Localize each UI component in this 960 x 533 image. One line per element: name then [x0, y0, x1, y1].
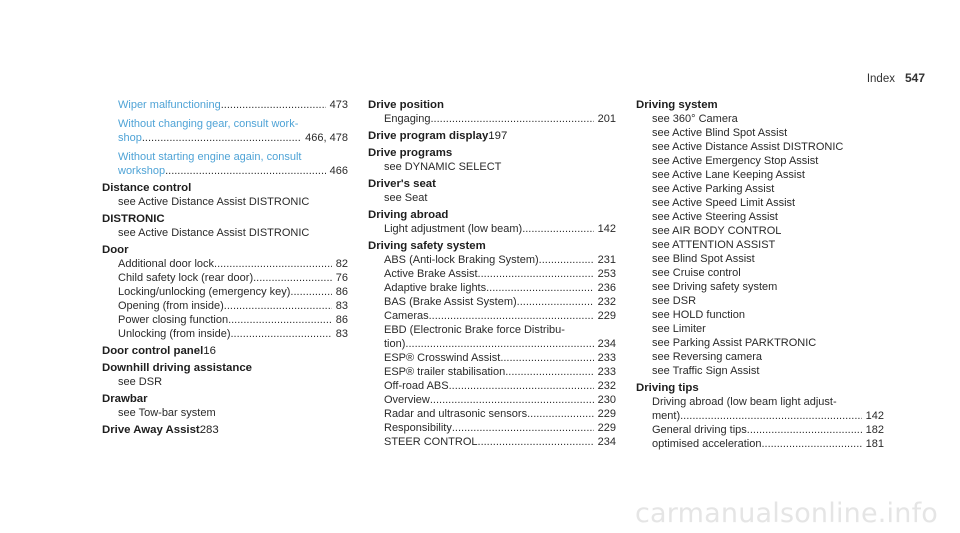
entry-text: see AIR BODY CONTROL	[652, 225, 782, 237]
page-reference: 466	[329, 165, 348, 177]
index-heading	[636, 98, 884, 112]
index-heading	[636, 381, 884, 395]
index-heading	[102, 423, 348, 437]
index-subentry	[368, 191, 616, 205]
index-heading	[102, 212, 348, 226]
index-subentry	[368, 222, 616, 236]
entry-text: Adaptive brake lights	[384, 282, 487, 294]
index-heading	[102, 243, 348, 257]
leader-dots	[253, 271, 332, 285]
entry-text: see Active Blind Spot Assist	[652, 127, 788, 139]
index-subentry	[636, 294, 884, 308]
leader-dots	[505, 365, 593, 379]
page-reference: 283	[199, 424, 219, 436]
entry-text: Driving tips	[636, 382, 699, 394]
index-link-entry[interactable]	[102, 117, 348, 131]
index-subentry	[636, 395, 884, 409]
leader-dots	[452, 421, 594, 435]
entry-text: ESP® Crosswind Assist	[384, 352, 501, 364]
index-subentry	[368, 421, 616, 435]
index-subentry	[636, 350, 884, 364]
leader-dots	[290, 285, 331, 299]
index-heading	[368, 208, 616, 222]
index-subentry	[102, 375, 348, 389]
index-subentry	[636, 210, 884, 224]
entry-text: see DSR	[118, 376, 163, 388]
leader-dots	[747, 423, 862, 437]
index-heading	[368, 177, 616, 191]
page-header	[867, 71, 925, 85]
index-subentry	[636, 168, 884, 182]
leader-dots	[221, 98, 326, 112]
index-heading	[102, 361, 348, 375]
page-reference: 197	[488, 130, 508, 142]
page-reference: 229	[597, 408, 616, 420]
entry-text: workshop	[118, 165, 166, 177]
entry-text: Child safety lock (rear door)	[118, 272, 254, 284]
entry-text: Drive position	[368, 99, 444, 111]
entry-text: Off-road ABS	[384, 380, 449, 392]
leader-dots	[142, 131, 301, 145]
leader-dots	[522, 222, 593, 236]
leader-dots	[228, 313, 332, 327]
page-reference: 230	[597, 394, 616, 406]
entry-text: ESP® trailer stabilisation	[384, 366, 506, 378]
index-subentry	[636, 322, 884, 336]
leader-dots	[486, 281, 594, 295]
entry-text: Responsibility	[384, 422, 452, 434]
page-reference: 76	[335, 272, 348, 284]
page-reference: 232	[597, 380, 616, 392]
index-subentry	[636, 266, 884, 280]
leader-dots	[761, 437, 861, 451]
index-subentry	[636, 437, 884, 451]
section-label: Index	[866, 73, 895, 85]
entry-text: Driving system	[636, 99, 718, 111]
index-link-entry[interactable]	[102, 131, 348, 145]
index-subentry	[636, 126, 884, 140]
entry-text: see Active Emergency Stop Assist	[652, 155, 819, 167]
entry-text: Driving safety system	[368, 240, 486, 252]
entry-text: see Active Distance Assist DISTRONIC	[118, 196, 310, 208]
entry-text: Drive programs	[368, 147, 453, 159]
entry-text: Without starting engine again, consult	[118, 151, 302, 163]
page-reference: 234	[597, 436, 616, 448]
entry-text: Driver's seat	[368, 178, 436, 190]
index-subentry	[636, 238, 884, 252]
entry-text: Door control panel	[102, 345, 204, 357]
page-reference: 83	[335, 300, 348, 312]
entry-text: Additional door lock	[118, 258, 215, 270]
page-number: 547	[904, 71, 925, 85]
index-subentry	[102, 299, 348, 313]
entry-text: see Active Distance Assist DISTRONIC	[652, 141, 844, 153]
page-reference: 16	[203, 345, 216, 357]
entry-text: Without changing gear, consult work-	[118, 118, 299, 130]
page-reference: 232	[597, 296, 616, 308]
index-subentry	[368, 323, 616, 337]
entry-text: see DSR	[652, 295, 697, 307]
entry-text: Door	[102, 244, 129, 256]
leader-dots	[539, 253, 594, 267]
entry-text: Downhill driving assistance	[102, 362, 253, 374]
index-subentry	[636, 196, 884, 210]
index-subentry	[102, 406, 348, 420]
index-subentry	[368, 295, 616, 309]
entry-text: Wiper malfunctioning	[118, 99, 221, 111]
entry-text: see 360° Camera	[652, 113, 738, 125]
index-subentry	[368, 267, 616, 281]
entry-text: Light adjustment (low beam)	[384, 223, 523, 235]
entry-text: see Parking Assist PARKTRONIC	[652, 337, 817, 349]
index-subentry	[102, 271, 348, 285]
page-reference: 466, 478	[305, 132, 348, 144]
index-heading	[102, 181, 348, 195]
index-subentry	[102, 327, 348, 341]
index-subentry	[636, 140, 884, 154]
entry-text: see Seat	[384, 192, 428, 204]
page-reference: 182	[865, 424, 884, 436]
entry-text: see Driving safety system	[652, 281, 778, 293]
index-subentry	[368, 112, 616, 126]
index-heading	[368, 98, 616, 112]
index-subentry	[636, 308, 884, 322]
page-reference: 201	[597, 113, 616, 125]
entry-text: see Tow-bar system	[118, 407, 216, 419]
index-subentry	[368, 365, 616, 379]
entry-text: see DYNAMIC SELECT	[384, 161, 502, 173]
entry-text: see Active Distance Assist DISTRONIC	[118, 227, 310, 239]
index-subentry	[102, 257, 348, 271]
entry-text: Opening (from inside)	[118, 300, 224, 312]
entry-text: see Active Lane Keeping Assist	[652, 169, 805, 181]
index-subentry	[636, 252, 884, 266]
entry-text: see Blind Spot Assist	[652, 253, 755, 265]
index-subentry	[102, 285, 348, 299]
entry-text: ABS (Anti-lock Braking System)	[384, 254, 539, 266]
watermark: carmanualsonline.info	[635, 498, 938, 529]
entry-text: Drive program display	[368, 130, 489, 142]
page-reference: 142	[597, 223, 616, 235]
index-subentry	[368, 379, 616, 393]
leader-dots	[517, 295, 594, 309]
index-subentry	[368, 281, 616, 295]
index-subentry	[368, 393, 616, 407]
entry-text: see ATTENTION ASSIST	[652, 239, 776, 251]
entry-text: see Cruise control	[652, 267, 741, 279]
index-subentry	[368, 337, 616, 351]
page-reference: 231	[597, 254, 616, 266]
index-link-entry[interactable]	[102, 164, 348, 178]
leader-dots	[214, 257, 332, 271]
leader-dots	[449, 379, 594, 393]
page-reference: 86	[335, 314, 348, 326]
leader-dots	[224, 299, 332, 313]
page-reference: 253	[597, 268, 616, 280]
leader-dots	[165, 164, 326, 178]
index-subentry	[636, 112, 884, 126]
index-subentry	[636, 336, 884, 350]
entry-text: Active Brake Assist	[384, 268, 478, 280]
entry-text: EBD (Electronic Brake force Distribu-	[384, 324, 565, 336]
entry-text: see HOLD function	[652, 309, 745, 321]
index-subentry	[368, 407, 616, 421]
page-reference: 82	[335, 258, 348, 270]
index-subentry	[636, 409, 884, 423]
entry-text: see Active Parking Assist	[652, 183, 775, 195]
entry-text: Overview	[384, 394, 430, 406]
index-subentry	[636, 280, 884, 294]
index-column-3	[636, 98, 884, 451]
entry-text: BAS (Brake Assist System)	[384, 296, 517, 308]
entry-text: STEER CONTROL	[384, 436, 478, 448]
index-subentry	[636, 423, 884, 437]
index-heading	[368, 129, 616, 143]
entry-text: see Active Steering Assist	[652, 211, 778, 223]
entry-text: Driving abroad	[368, 209, 449, 221]
index-column-2	[368, 98, 616, 449]
entry-text: Driving abroad (low beam light adjust-	[652, 396, 837, 408]
entry-text: shop	[118, 132, 142, 144]
entry-text: see Traffic Sign Assist	[652, 365, 760, 377]
leader-dots	[431, 112, 594, 126]
entry-text: optimised acceleration	[652, 438, 762, 450]
leader-dots	[478, 267, 594, 281]
leader-dots	[230, 327, 331, 341]
entry-text: General driving tips	[652, 424, 747, 436]
index-subentry	[368, 351, 616, 365]
page-reference: 181	[865, 438, 884, 450]
index-heading	[102, 344, 348, 358]
page-reference: 473	[329, 99, 348, 111]
index-column-1	[102, 98, 348, 437]
index-subentry	[102, 313, 348, 327]
entry-text: see Limiter	[652, 323, 706, 335]
entry-text: Drive Away Assist	[102, 424, 200, 436]
entry-text: Locking/unlocking (emergency key)	[118, 286, 291, 298]
index-link-entry[interactable]	[102, 98, 348, 112]
entry-text: ment)	[652, 410, 681, 422]
index-subentry	[102, 195, 348, 209]
page-reference: 234	[597, 338, 616, 350]
entry-text: Distance control	[102, 182, 192, 194]
leader-dots	[500, 351, 593, 365]
index-subentry	[368, 435, 616, 449]
entry-text: Cameras	[384, 310, 429, 322]
page-reference: 86	[335, 286, 348, 298]
index-subentry	[368, 160, 616, 174]
entry-text: see Active Speed Limit Assist	[652, 197, 796, 209]
index-heading	[102, 392, 348, 406]
index-subentry	[636, 224, 884, 238]
page-reference: 229	[597, 422, 616, 434]
page-reference: 236	[597, 282, 616, 294]
entry-text: see Reversing camera	[652, 351, 763, 363]
page-reference: 83	[335, 328, 348, 340]
index-subentry	[102, 226, 348, 240]
entry-text: DISTRONIC	[102, 213, 165, 225]
entry-text: Power closing function	[118, 314, 229, 326]
leader-dots	[680, 409, 862, 423]
page-reference: 229	[597, 310, 616, 322]
entry-text: tion)	[384, 338, 406, 350]
leader-dots	[527, 407, 594, 421]
index-subentry	[636, 154, 884, 168]
index-link-entry[interactable]	[102, 150, 348, 164]
page-reference: 233	[597, 366, 616, 378]
index-subentry	[636, 364, 884, 378]
page-reference: 142	[865, 410, 884, 422]
leader-dots	[429, 309, 594, 323]
index-subentry	[368, 253, 616, 267]
entry-text: Drawbar	[102, 393, 148, 405]
leader-dots	[478, 435, 594, 449]
entry-text: Unlocking (from inside)	[118, 328, 231, 340]
index-subentry	[636, 182, 884, 196]
entry-text: Radar and ultrasonic sensors	[384, 408, 528, 420]
leader-dots	[430, 393, 594, 407]
page-reference: 233	[597, 352, 616, 364]
entry-text: Engaging	[384, 113, 431, 125]
index-heading	[368, 146, 616, 160]
leader-dots	[405, 337, 593, 351]
index-subentry	[368, 309, 616, 323]
index-heading	[368, 239, 616, 253]
